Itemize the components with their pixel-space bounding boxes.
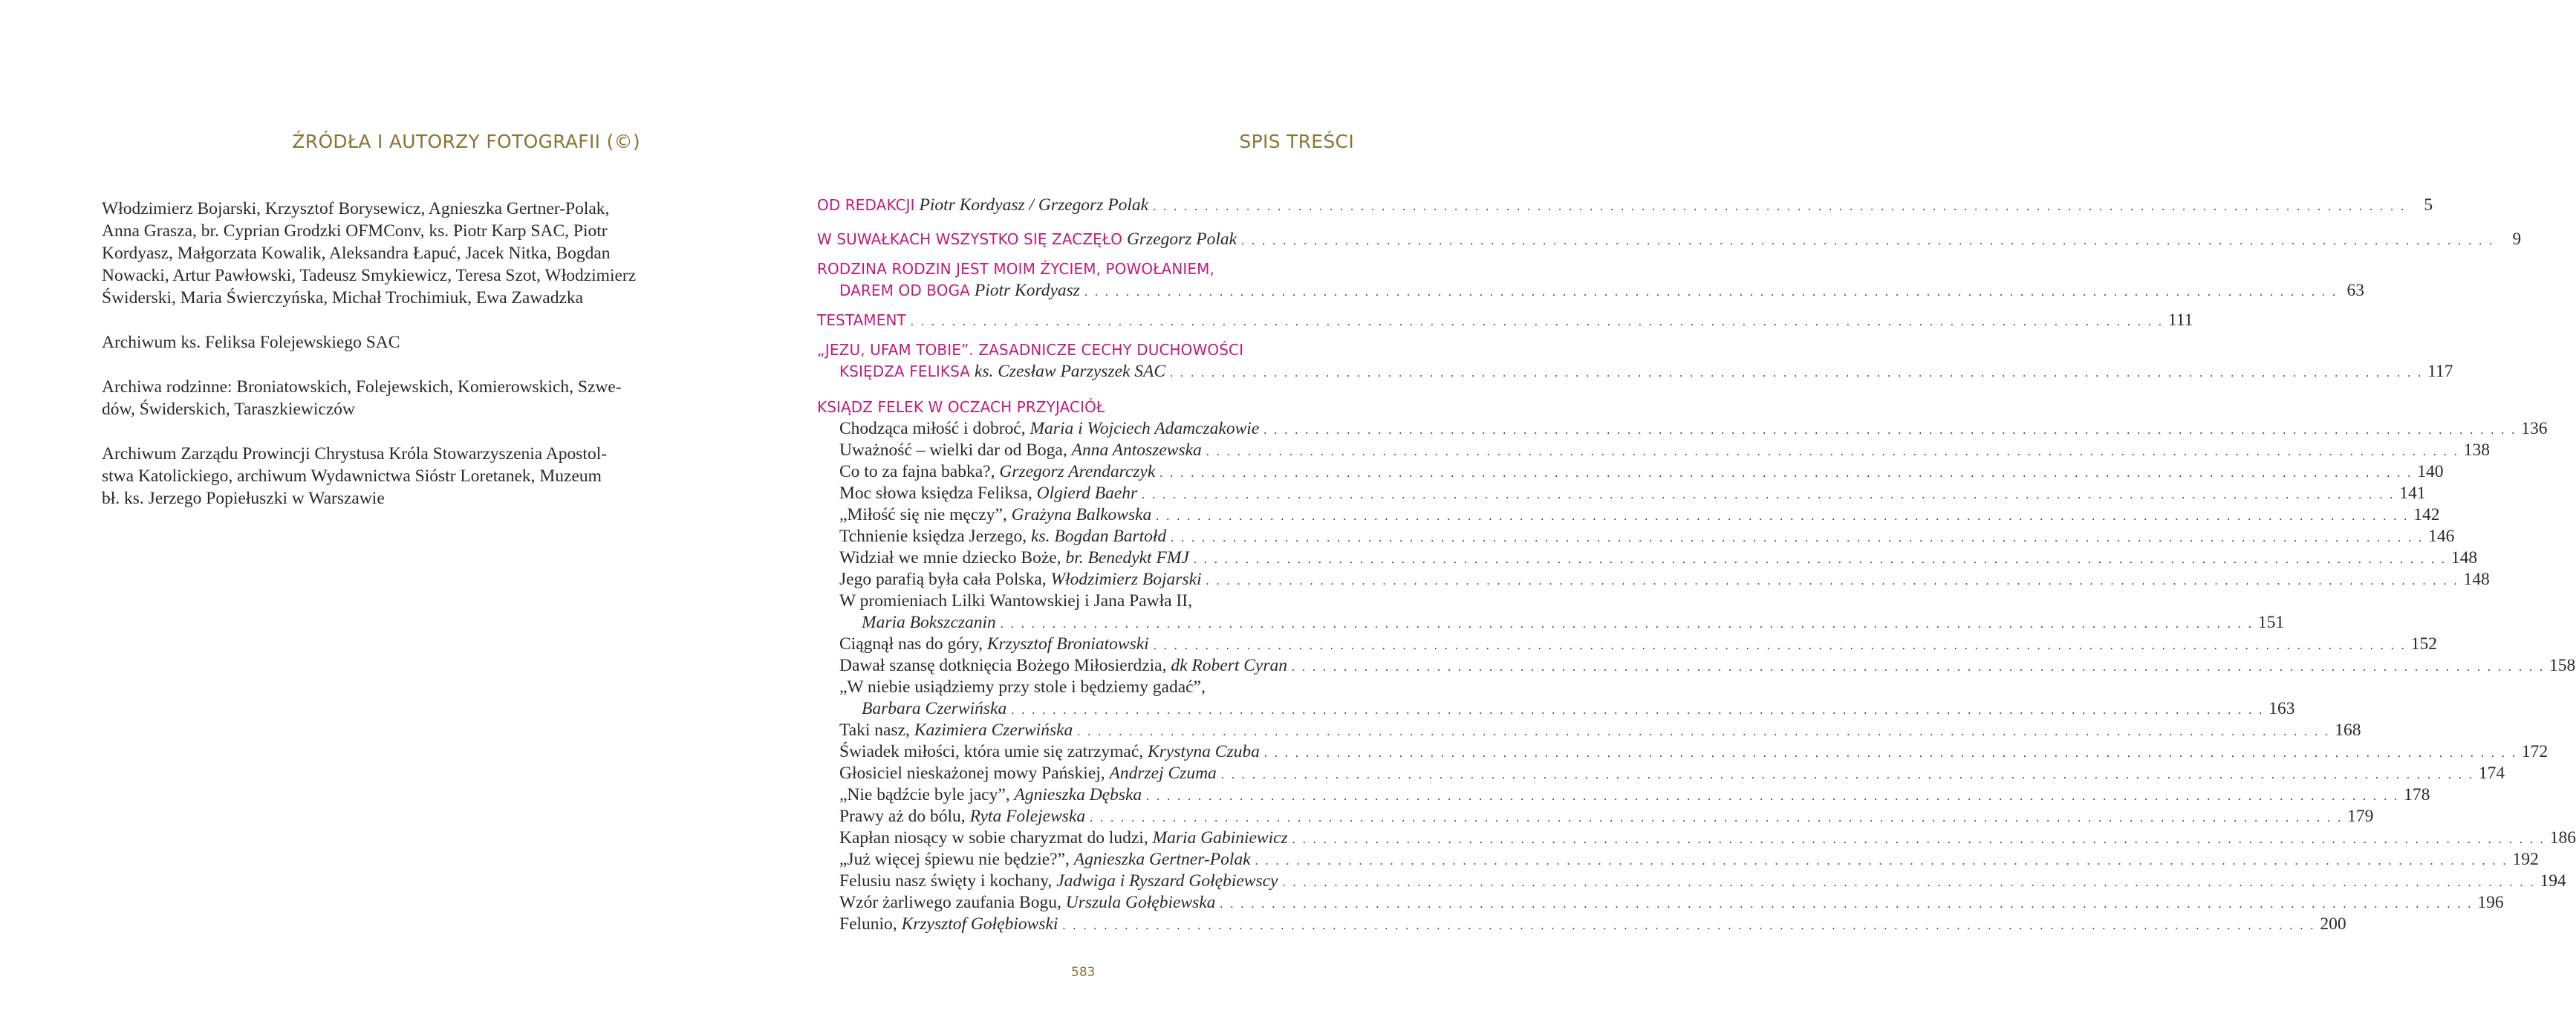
- toc-entry-title: „Miłość się nie męczy”,: [839, 505, 1007, 524]
- dot-leader: [1255, 851, 2508, 872]
- toc-author: Grażyna Balkowska: [1011, 505, 1152, 524]
- toc-section-title: TESTAMENT: [817, 311, 906, 329]
- dot-leader: [1241, 230, 2494, 252]
- dot-leader: [1263, 420, 2517, 441]
- toc-page-number: 111: [2167, 310, 2193, 330]
- toc-author: Krzysztof Gołębiowski: [901, 914, 1058, 934]
- toc-entry-title: Kapłan niosący w sobie charyzmat do ludzi,: [839, 828, 1148, 848]
- dot-leader: [1292, 657, 2545, 678]
- toc-section-friends: [817, 397, 2576, 935]
- toc-page-number: 178: [2404, 785, 2430, 804]
- dot-leader: [1084, 282, 2338, 303]
- toc-page-number: 186: [2549, 828, 2576, 848]
- archive-paragraph: Archiwum ks. Feliksa Folejewskiego SAC: [102, 333, 400, 352]
- toc-page-number: 192: [2512, 850, 2539, 869]
- toc-section-jesus-i-trust: [817, 339, 2453, 383]
- toc-entry-title: Widział we mnie dziecko Boże,: [839, 548, 1061, 567]
- toc-entry-title: Głosiciel nieskażonej mowy Pańskiej,: [839, 764, 1105, 783]
- dot-leader: [1062, 915, 2315, 937]
- toc-section-title-cont: DAREM OD BOGA: [839, 282, 970, 299]
- toc-entry-continuation: [817, 698, 2295, 720]
- toc-page-number: 179: [2347, 807, 2374, 826]
- toc-entry: [817, 892, 2504, 914]
- toc-entry: [817, 526, 2455, 547]
- toc-entry-title: Felusiu nasz święty i kochany,: [839, 871, 1053, 891]
- toc-entry: [817, 547, 2478, 569]
- toc-entry-title: „W niebie usiądziemy przy stole i będziemy gadać”,: [839, 677, 1206, 697]
- credits-column: [102, 198, 640, 532]
- toc-author: Piotr Kordyasz / Grzegorz Polak: [919, 195, 1149, 215]
- toc-section-title-cont: KSIĘDZA FELIKSA: [839, 362, 971, 380]
- dot-leader: [1264, 743, 2517, 764]
- toc-entry-title: Jego parafią była cała Polska,: [839, 570, 1047, 589]
- toc-entry-title: W promieniach Lilki Wantowskiej i Jana Pawła II,: [839, 591, 1192, 611]
- toc-entry-title: Taki nasz,: [839, 721, 910, 740]
- toc-page-number: 148: [2463, 570, 2490, 589]
- toc-entry: [817, 440, 2491, 461]
- toc-entry-title: Uważność – wielki dar od Boga,: [839, 440, 1067, 460]
- toc-page-number: 117: [2427, 362, 2453, 381]
- toc-entry: [817, 569, 2490, 591]
- dot-leader: [1194, 549, 2447, 570]
- photographers-paragraph: Włodzimierz Bojarski, Krzysztof Borysewicz, Agnieszka Gertner-Polak, Anna Grasza, br. Cyprian Grodzki OFMConv, ks. Piotr Karp SAC, Piotr Kordyasz, Małgorzata Kowalik, Aleksandra Łapuć, Jacek Nitka, Bogdan Nowacki, Artur Pawłowski, Tadeusz Smykiewicz, Teresa Szot, Włodzimierz Świderski, Maria Świerczyńska, Michał Trochimiuk, Ewa Zawadzka: [102, 199, 637, 308]
- toc-entry: [817, 720, 2361, 741]
- dot-leader: [1221, 764, 2474, 786]
- dot-leader: [1090, 807, 2343, 829]
- toc-page-number: 138: [2463, 440, 2491, 460]
- toc-entry: [817, 461, 2444, 483]
- dot-leader: [911, 311, 2164, 333]
- toc-author: ks. Bogdan Bartołd: [1031, 527, 1167, 546]
- toc-entry: [817, 914, 2346, 935]
- toc-entry-list: [817, 418, 2576, 935]
- dot-leader: [1170, 362, 2423, 384]
- toc-entry: [817, 763, 2505, 784]
- toc-author: Włodzimierz Bojarski: [1050, 570, 1202, 589]
- toc-author: Jadwiga i Ryszard Gołębiewscy: [1056, 871, 1278, 891]
- toc-author: Agnieszka Gertner-Polak: [1073, 850, 1251, 869]
- toc-page-number: 63: [2346, 281, 2364, 300]
- toc-entry-title: Felunio,: [839, 914, 897, 934]
- toc-author: Ryta Folejewska: [969, 807, 1086, 826]
- toc-author: br. Benedykt FMJ: [1065, 548, 1189, 567]
- toc-author: Krystyna Czuba: [1148, 742, 1260, 761]
- toc-entry-continuation: [817, 612, 2285, 634]
- toc-entry-title: Ciągnął nas do góry,: [839, 634, 983, 654]
- toc-page-number: 142: [2413, 505, 2440, 524]
- toc-author: Barbara Czerwińska: [862, 699, 1007, 718]
- toc-page-number: 172: [2521, 742, 2549, 761]
- toc-author: Olgierd Baehr: [1036, 484, 1138, 503]
- toc-author: ks. Czesław Parzyszek SAC: [974, 362, 1166, 381]
- toc-section-suwalki: [817, 229, 2522, 250]
- toc-entry: [817, 418, 2548, 440]
- toc-entry: [817, 871, 2566, 892]
- toc-entry-title: Chodząca miłość i dobroć,: [839, 419, 1026, 438]
- toc-author: Agnieszka Dębska: [1014, 785, 1142, 804]
- dot-leader: [1156, 506, 2409, 527]
- toc-author: Maria i Wojciech Adamczakowie: [1030, 419, 1260, 438]
- toc-entry: [817, 741, 2549, 763]
- toc-section-title: W SUWAŁKACH WSZYSTKO SIĘ ZACZĘŁO: [817, 230, 1123, 248]
- toc-entry-title: Wzór żarliwego zaufania Bogu,: [839, 893, 1061, 912]
- toc-entry: [817, 504, 2440, 526]
- dot-leader: [1206, 570, 2459, 592]
- toc-page-number: 5: [2424, 195, 2433, 215]
- toc-author: Urszula Gołębiewska: [1065, 893, 1216, 912]
- toc-author: Maria Gabiniewicz: [1152, 828, 1288, 848]
- dot-leader: [1153, 196, 2406, 218]
- toc-section-testament: [817, 310, 2193, 331]
- dot-leader: [1146, 786, 2399, 807]
- toc-page-number: 168: [2335, 721, 2361, 740]
- toc-section-title: RODZINA RODZIN JEST MOIM ŻYCIEM, POWOŁANIEM,: [817, 260, 1214, 278]
- dot-leader: [1171, 527, 2424, 549]
- toc-entry: [817, 849, 2539, 871]
- toc-entry-title: Dawał szansę dotknięcia Bożego Miłosierdzia,: [839, 656, 1167, 675]
- toc-section-title: OD REDAKCJI: [817, 196, 915, 214]
- toc-page-number: 200: [2320, 914, 2346, 934]
- toc-author: Anna Antoszewska: [1071, 440, 1202, 460]
- toc-author: dk Robert Cyran: [1171, 656, 1287, 675]
- toc-page-number: 151: [2257, 613, 2285, 632]
- toc-page-number: 9: [2512, 230, 2522, 249]
- toc-page-number: 152: [2410, 634, 2437, 654]
- toc-section-title: „JEZU, UFAM TOBIE”. ZASADNICZE CECHY DUCHOWOŚCI: [817, 341, 1244, 359]
- toc-page-number: 163: [2268, 699, 2295, 718]
- dot-leader: [1159, 463, 2413, 484]
- dot-leader: [1077, 721, 2330, 743]
- toc-page-number: 136: [2521, 419, 2548, 438]
- toc-author: Grzegorz Arendarczyk: [999, 462, 1156, 481]
- toc-entry-title: Tchnienie księdza Jerzego,: [839, 527, 1027, 546]
- toc-page-number: 158: [2549, 656, 2576, 675]
- toc-entry-title: „Nie bądźcie byle jacy”,: [839, 785, 1010, 804]
- toc-author: Andrzej Czuma: [1109, 764, 1217, 783]
- toc-author: Maria Bokszczanin: [862, 613, 996, 632]
- toc-entry-title: Świadek miłości, która umie się zatrzymać,: [839, 742, 1144, 761]
- dot-leader: [1154, 635, 2407, 657]
- page-number: 583: [1071, 965, 1096, 980]
- toc-section-title: KSIĄDZ FELEK W OCZACH PRZYJACIÓŁ: [817, 398, 1105, 416]
- toc-page-number: 194: [2540, 871, 2566, 891]
- dot-leader: [1011, 700, 2264, 721]
- dot-leader: [1282, 872, 2535, 894]
- toc-page-number: 196: [2477, 893, 2504, 912]
- toc-entry: [817, 677, 1356, 698]
- toc-page-number: 174: [2478, 764, 2505, 783]
- dot-leader: [1001, 614, 2254, 635]
- toc-section-from-editors: [817, 195, 2433, 216]
- toc-page-number: 148: [2450, 548, 2478, 567]
- dot-leader: [1206, 441, 2459, 463]
- toc-entry-title: Co to za fajna babka?,: [839, 462, 995, 481]
- toc-author: Piotr Kordyasz: [974, 281, 1080, 300]
- toc-entry: [817, 806, 2374, 827]
- toc-entry-title: Prawy aż do bólu,: [839, 807, 966, 826]
- toc-entry-title: „Już więcej śpiewu nie będzie?”,: [839, 850, 1070, 869]
- dot-leader: [1142, 484, 2395, 506]
- toc-section-family-of-families: [817, 258, 2364, 302]
- institution-archives-paragraph: Archiwum Zarządu Prowincji Chrystusa Króla Stowarzyszenia Apostol- stwa Katolickiego, archiwum Wydawnictwa Sióstr Loretanek, Muzeum bł. ks. Jerzego Popiełuszki w Warszawie: [102, 444, 608, 508]
- family-archives-paragraph: Archiwa rodzinne: Broniatowskich, Folejewskich, Komierowskich, Szwe- dów, Świderskich, Taraszkiewiczów: [102, 377, 622, 419]
- credits-heading: ŹRÓDŁA I AUTORZY FOTOGRAFII (©): [292, 131, 640, 152]
- toc-heading: SPIS TREŚCI: [1239, 131, 1354, 152]
- toc-page-number: 140: [2417, 462, 2444, 481]
- toc-entry: [817, 591, 1356, 612]
- dot-leader: [1292, 829, 2546, 851]
- toc-entry: [817, 634, 2437, 655]
- toc-entry: [817, 827, 2576, 849]
- toc-entry: [817, 784, 2430, 806]
- toc-page-number: 146: [2428, 527, 2455, 546]
- toc-author: Grzegorz Polak: [1126, 230, 1237, 249]
- toc-entry: [817, 483, 2426, 504]
- toc-entry: [817, 655, 2576, 677]
- table-of-contents: [817, 195, 2576, 935]
- toc-author: Krzysztof Broniatowski: [986, 634, 1149, 654]
- toc-entry-title: Moc słowa księdza Feliksa,: [839, 484, 1032, 503]
- dot-leader: [1220, 894, 2473, 915]
- toc-author: Kazimiera Czerwińska: [914, 721, 1073, 740]
- toc-page-number: 141: [2399, 484, 2426, 503]
